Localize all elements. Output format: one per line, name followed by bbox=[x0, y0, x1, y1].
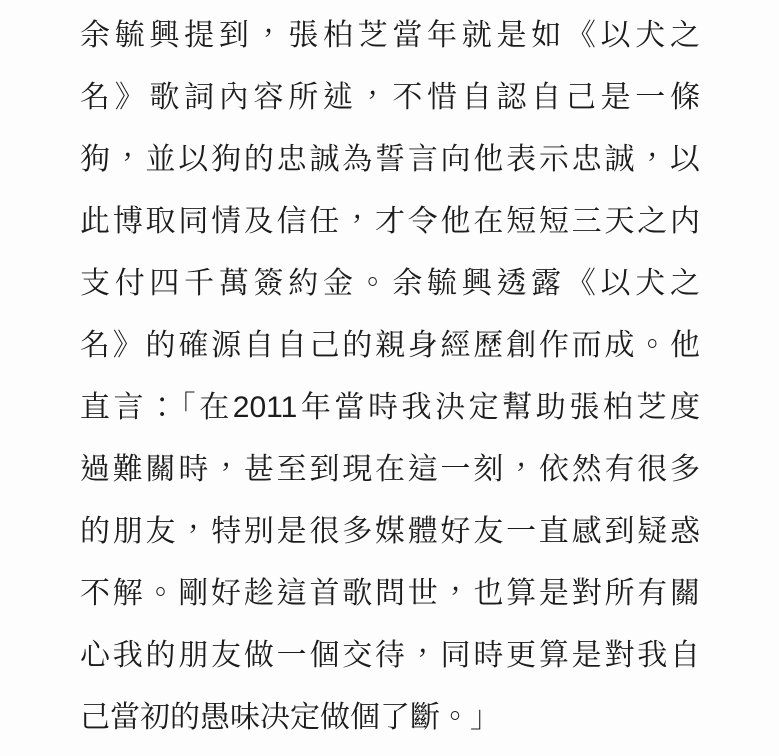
text-line: 此博取同情及信任，才令他在短短三天之内 bbox=[80, 205, 700, 238]
text-line: 名》的確源自自己的親身經歷創作而成。他 bbox=[80, 329, 700, 362]
text-line: 的朋友，特别是很多媒體好友一直感到疑惑 bbox=[80, 515, 700, 548]
text-line: 不解。剛好趁這首歌問世，也算是對所有關 bbox=[80, 577, 700, 610]
text-line: 支付四千萬簽約金。余毓興透露《以犬之 bbox=[80, 267, 700, 300]
text-line: 己當初的愚味决定做個了斷。」 bbox=[80, 701, 500, 734]
text-line: 心我的朋友做一個交待，同時更算是對我自 bbox=[80, 639, 700, 672]
text-line: 狗，並以狗的忠誠為誓言向他表示忠誠，以 bbox=[80, 143, 700, 176]
text-line: 直言：「在2011年當時我決定幫助張柏芝度 bbox=[80, 391, 700, 424]
text-line: 過難關時，甚至到現在這一刻，依然有很多 bbox=[80, 453, 700, 486]
text-line: 名》歌詞內容所述，不惜自認自己是一條 bbox=[80, 81, 700, 114]
text-line: 余毓興提到，張柏芝當年就是如《以犬之 bbox=[80, 19, 700, 52]
